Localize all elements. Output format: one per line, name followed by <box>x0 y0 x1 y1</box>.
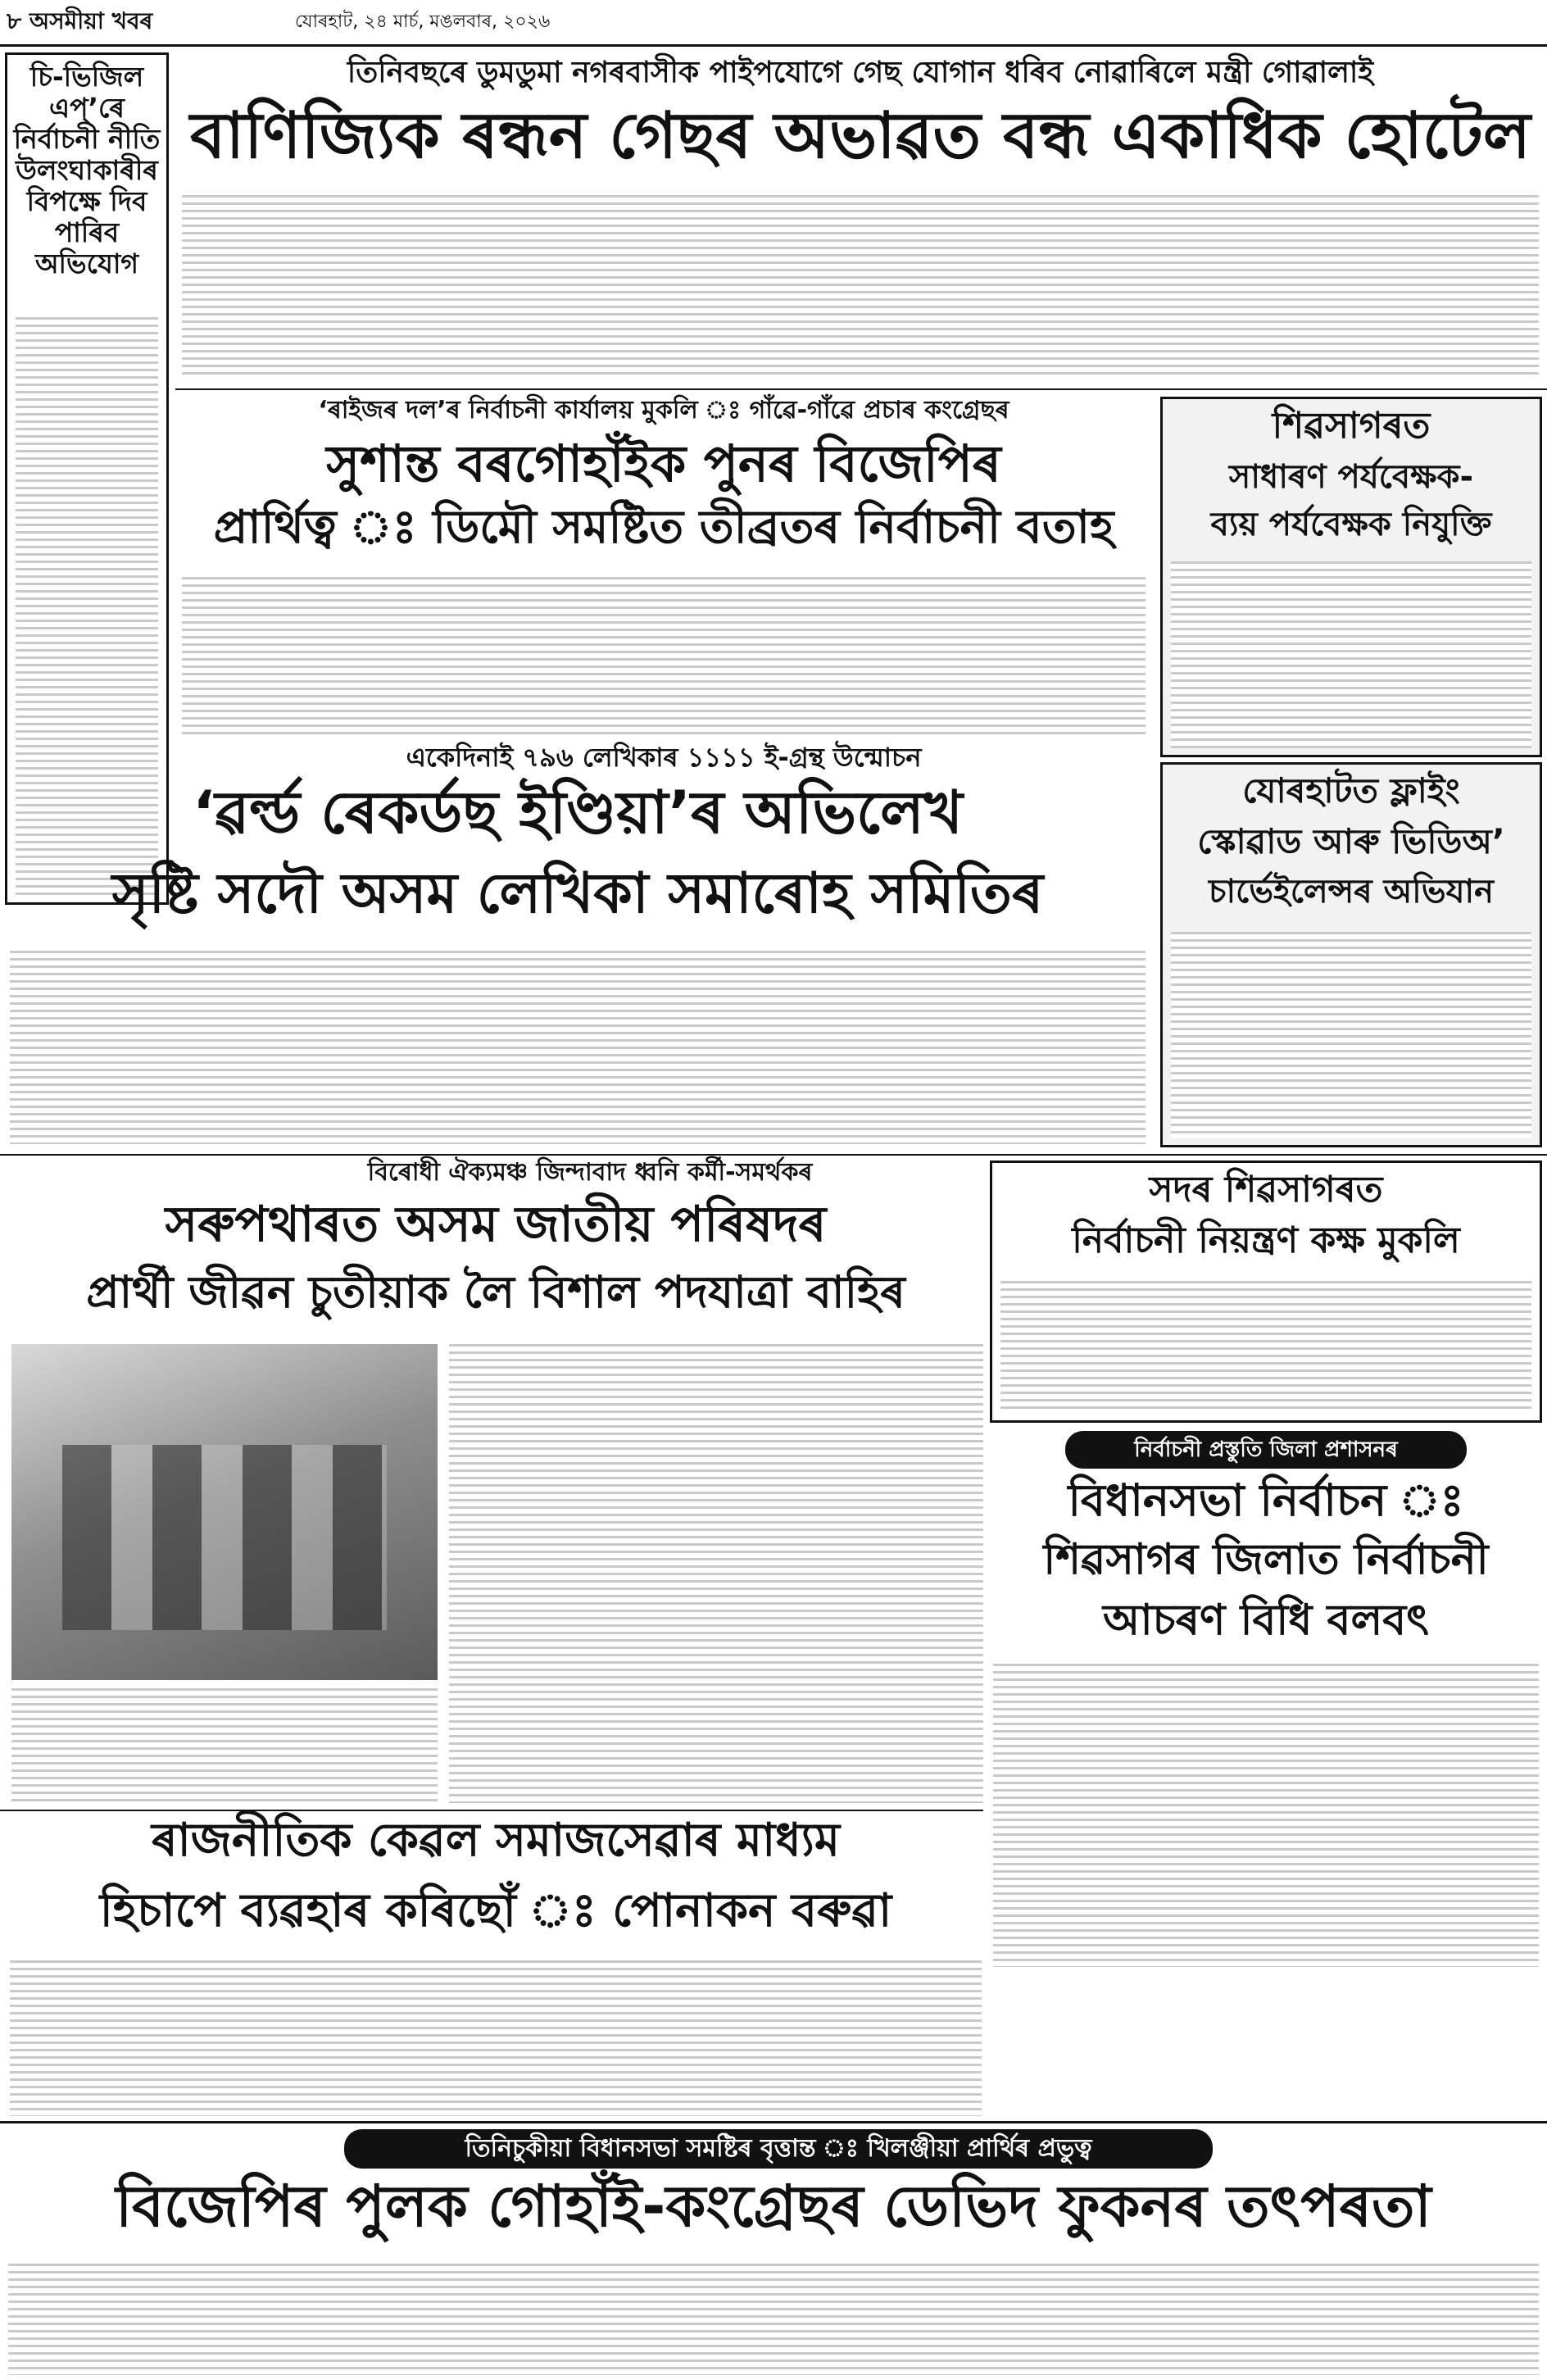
ponakan-body-placeholder <box>10 1960 982 2116</box>
page-header <box>0 0 1547 43</box>
header-rule <box>0 44 1547 47</box>
conduct-headline-line1: বিধানসভা নিৰ্বাচন ঃ <box>1068 1474 1464 1526</box>
gas-rule <box>175 388 1547 390</box>
squad-headline-line2: স্কোৱাড আৰু ভিডিঅ’ <box>1197 821 1505 861</box>
squad-headline-line1: যোৰহাটত ফ্লাইং <box>1242 770 1460 811</box>
rally-photo <box>11 1344 438 1680</box>
story-flying-squad <box>1160 762 1542 1147</box>
records-headline-line2: সৃষ্টি সদৌ অসম লেখিকা সমাৰোহ সমিতিৰ <box>111 861 1044 926</box>
records-body-placeholder <box>10 951 1146 1144</box>
tinsukia-rule <box>0 2121 1547 2123</box>
tinsukia-kicker: তিনিচুকীয়া বিধানসভা সমষ্টিৰ বৃত্তান্ত ঃ খিলঞ্জীয়া প্ৰাৰ্থিৰ প্ৰভুত্ব <box>344 2129 1213 2169</box>
observers-headline-line2: সাধাৰণ পৰ্যবেক্ষক- <box>1228 458 1474 496</box>
dimow-headline-line2: প্ৰাৰ্থিত্ব ঃ ডিমৌ সমষ্টিত তীব্ৰতৰ নিৰ্বাচনী বতাহ <box>213 501 1114 554</box>
rally-headline-line2: প্ৰাৰ্থী জীৱন চুতীয়াক লৈ বিশাল পদযাত্ৰা বাহিৰ <box>86 1266 905 1318</box>
dimow-kicker: ‘ৰাইজৰ দল’ৰ নিৰ্বাচনী কাৰ্যালয় মুকলি ঃ গাঁৱে-গাঁৱে প্ৰচাৰ কংগ্ৰেছৰ <box>318 396 1009 425</box>
control-headline-line1: সদৰ শিৱসাগৰত <box>1149 1169 1383 1210</box>
control-headline-line2: নিৰ্বাচনী নিয়ন্ত্ৰণ কক্ষ মুকলি <box>1072 1220 1460 1261</box>
dateline: যোৰহাট, ২৪ মাৰ্চ, মঙলবাৰ, ২০২৬ <box>295 11 551 32</box>
ponakan-headline-line2: হিচাপে ব্যৱহাৰ কৰিছোঁ ঃ পোনাকন বৰুৱা <box>99 1884 892 1937</box>
conduct-kicker: নিৰ্বাচনী প্ৰস্তুতি জিলা প্ৰশাসনৰ <box>1065 1431 1467 1469</box>
page-masthead: ৮ অসমীয়া খবৰ <box>7 7 153 34</box>
dimow-headline-line1: সুশান্ত বৰগোহাঁইক পুনৰ বিজেপিৰ <box>326 434 1001 493</box>
records-headline-line1: ‘ৱৰ্ল্ড ৰেকৰ্ডছ ইণ্ডিয়া’ৰ অভিলেখ <box>192 778 964 847</box>
records-kicker: একেদিনাই ৭৯৬ লেখিকাৰ ১১১১ ই-গ্ৰন্থ উন্মোচন <box>406 742 922 773</box>
cvigil-headline: চি-ভিজিল এপ্‌’ৰে নিৰ্বাচনী নীতি উলংঘাকাৰীৰ বিপক্ষে দিব পাৰিব অভিযোগ <box>13 61 161 279</box>
conduct-body-placeholder <box>993 1664 1539 1967</box>
observers-headline-line3: ব্যয় পৰ্যবেক্ষক নিযুক্তি <box>1210 506 1492 543</box>
observers-body-placeholder <box>1171 561 1531 748</box>
story-observers <box>1160 397 1542 757</box>
squad-body-placeholder <box>1171 932 1531 1138</box>
ponakan-rule <box>0 1810 983 1811</box>
ponakan-headline-line1: ৰাজনীতিক কেৱল সমাজসেৱাৰ মাধ্যম <box>152 1814 840 1867</box>
story-cvigil <box>5 52 169 905</box>
rally-photo-caption-placeholder <box>11 1688 438 1803</box>
rally-body-placeholder <box>449 1344 983 1803</box>
observers-headline-line1: শিৱসাগৰত <box>1272 405 1431 447</box>
rally-kicker: বিৰোধী ঐক্যমঞ্চ জিন্দাবাদ ধ্বনি কৰ্মী-সমৰ্থকৰ <box>367 1158 813 1187</box>
records-rule <box>0 1154 1547 1156</box>
dimow-body-placeholder <box>182 577 1146 738</box>
conduct-headline-line3: আচৰণ বিধি বলবৎ <box>1103 1596 1429 1645</box>
tinsukia-body-placeholder <box>8 2264 1539 2375</box>
tinsukia-headline: বিজেপিৰ পুলক গোহাঁই-কংগ্ৰেছৰ ডেভিদ ফুকনৰ তৎপৰতা <box>116 2173 1431 2240</box>
conduct-headline-line2: শিৱসাগৰ জিলাত নিৰ্বাচনী <box>1043 1535 1489 1584</box>
gas-headline: বাণিজ্যিক ৰন্ধন গেছৰ অভাৱত বন্ধ একাধিক হোটেল <box>190 99 1531 173</box>
squad-headline-line3: চাৰ্ভেইলেন্সৰ অভিযান <box>1208 873 1495 911</box>
control-body-placeholder <box>1000 1281 1531 1412</box>
rally-headline-line1: সৰুপথাৰত অসম জাতীয় পৰিষদৰ <box>165 1196 827 1253</box>
gas-body-placeholder <box>182 195 1539 379</box>
gas-kicker: তিনিবছৰে ডুমডুমা নগৰবাসীক পাইপযোগে গেছ যোগান ধৰিব নোৱাৰিলে মন্ত্ৰী গোৱালাই <box>347 56 1374 89</box>
story-control-room <box>990 1160 1542 1423</box>
